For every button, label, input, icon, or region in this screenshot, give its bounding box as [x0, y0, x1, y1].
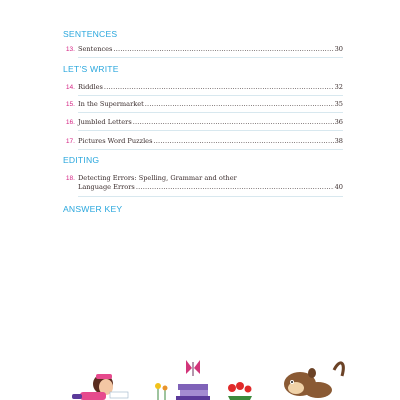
toc-entry-18[interactable] [63, 174, 343, 192]
toc-entry-16[interactable] [63, 118, 343, 127]
entry-page-number: 35 [334, 100, 343, 108]
dot-leader [153, 137, 333, 146]
entry-title: Riddles [78, 83, 103, 91]
entry-number: 17. [65, 138, 75, 145]
entry-number: 18. [65, 175, 75, 182]
divider [78, 149, 343, 150]
section-heading-lets-write: LET’S WRITE [63, 64, 119, 74]
dot-leader [133, 118, 334, 127]
girl-reading-illustration [72, 374, 128, 400]
flowers-illustration [155, 383, 168, 400]
toc-entry-15[interactable] [63, 100, 343, 109]
entry-title: Pictures Word Puzzles [78, 137, 153, 145]
entry-number: 13. [65, 46, 75, 53]
dot-leader [104, 83, 334, 92]
entry-title: Sentences [78, 45, 113, 53]
divider [78, 112, 343, 113]
divider [78, 57, 343, 58]
divider [78, 95, 343, 96]
entry-title-line-1: Detecting Errors: Spelling, Grammar and other [78, 174, 237, 182]
decorative-illustration [0, 340, 400, 400]
entry-number: 16. [65, 119, 75, 126]
toc-entry-17[interactable] [63, 137, 343, 146]
entry-number: 15. [65, 101, 75, 108]
entry-number: 14. [65, 84, 75, 91]
entry-page-number: 30 [334, 45, 343, 53]
entry-page-number: 38 [334, 137, 343, 145]
section-heading-sentences: SENTENCES [63, 29, 118, 39]
divider [78, 196, 343, 197]
entry-title: In the Supermarket [78, 100, 144, 108]
dot-leader [136, 183, 334, 192]
books-butterfly-illustration [176, 360, 210, 400]
section-heading-answer-key: ANSWER KEY [63, 204, 123, 214]
entry-page-number: 40 [334, 183, 343, 191]
entry-page-number: 32 [334, 83, 343, 91]
toc-entry-13[interactable] [63, 45, 343, 54]
dot-leader [113, 45, 333, 54]
entry-page-number: 36 [334, 118, 343, 126]
dot-leader [145, 100, 334, 109]
entry-title: Language Errors [78, 183, 135, 191]
monkey-illustration [284, 363, 343, 398]
section-heading-editing: EDITING [63, 155, 100, 165]
red-flowers-illustration [228, 382, 252, 400]
divider [78, 130, 343, 131]
entry-title: Jumbled Letters [78, 118, 132, 126]
toc-entry-14[interactable] [63, 83, 343, 92]
